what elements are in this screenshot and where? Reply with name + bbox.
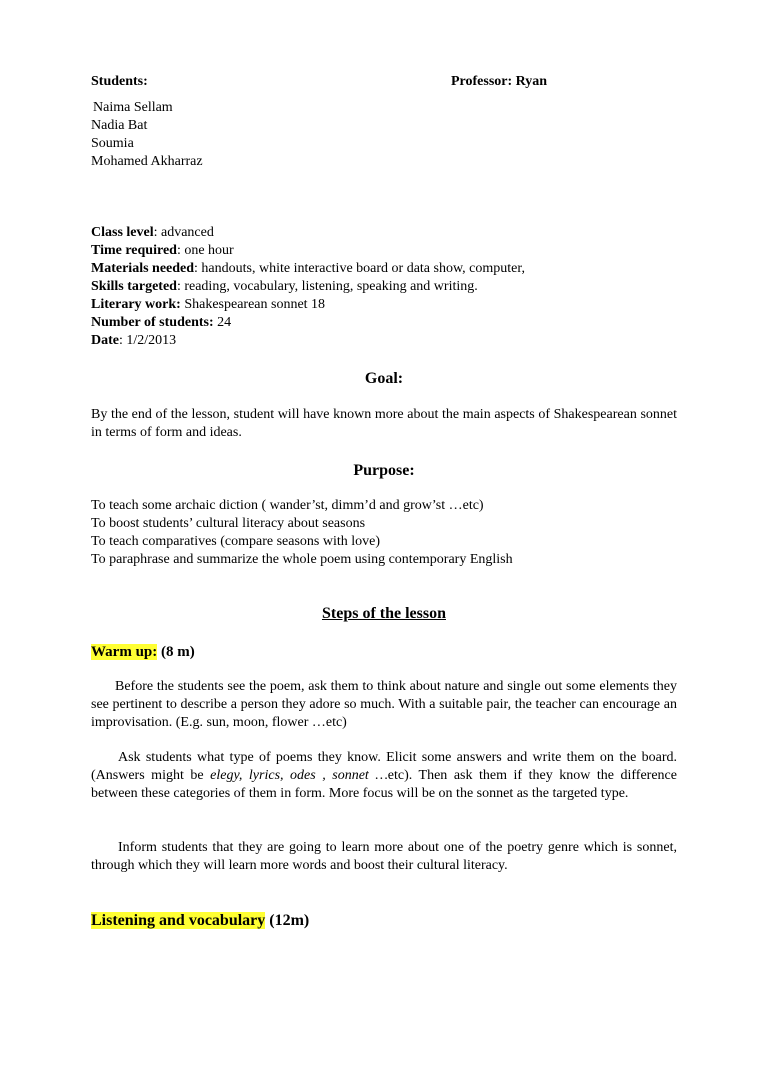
steps-heading: Steps of the lesson xyxy=(321,605,446,622)
detail-number-students: Number of students: 24 xyxy=(91,315,232,330)
detail-materials: Materials needed: handouts, white interactive board or data show, computer, xyxy=(91,261,525,276)
students-label: Students: xyxy=(91,74,148,89)
purpose-item: To teach comparatives (compare seasons with love) xyxy=(91,534,381,549)
listening-label: Listening and vocabulary xyxy=(91,912,266,929)
student-name: Nadia Bat xyxy=(91,118,148,133)
warmup-paragraph-3: Inform students that they are going to learn more about one of the poetry genre which is sonnet, through which they will learn more words and boost their cultural literacy. xyxy=(91,840,677,873)
warmup-heading xyxy=(91,643,195,661)
student-name: Mohamed Akharraz xyxy=(91,154,203,169)
purpose-list xyxy=(91,497,677,569)
detail-time-required: Time required: one hour xyxy=(91,243,234,258)
warmup-paragraph-2: Ask students what type of poems they know. Elicit some answers and write them on the board. (Answers might be elegy, lyrics, odes , sonnet …etc). Then ask them if they know the difference between these categories of them in form. More focus will be on the sonnet as the targeted type. xyxy=(91,750,677,801)
purpose-item: To boost students’ cultural literacy about seasons xyxy=(91,516,366,531)
purpose-item: To teach some archaic diction ( wander’st, dimm’d and grow’st …etc) xyxy=(91,498,484,513)
professor-label: Professor: Ryan xyxy=(451,74,548,89)
detail-literary-work: Literary work: Shakespearean sonnet 18 xyxy=(91,297,326,312)
warmup-duration: (8 m) xyxy=(157,644,195,660)
detail-date: Date: 1/2/2013 xyxy=(91,333,177,348)
listening-heading xyxy=(91,911,309,931)
student-list xyxy=(93,99,679,171)
student-name: Soumia xyxy=(91,136,134,151)
purpose-heading: Purpose: xyxy=(353,462,415,479)
detail-class-level: Class level: advanced xyxy=(91,225,214,240)
student-name: Naima Sellam xyxy=(93,100,173,115)
goal-text: By the end of the lesson, student will have known more about the main aspects of Shakespearean sonnet in terms of form and ideas. xyxy=(91,407,677,440)
goal-heading: Goal: xyxy=(364,370,404,387)
lesson-details xyxy=(91,224,677,350)
detail-skills: Skills targeted: reading, vocabulary, listening, speaking and writing. xyxy=(91,279,478,294)
warmup-paragraph-1: Before the students see the poem, ask them to think about nature and single out some elements they see pertinent to describe a person they adore so much. With a suitable pair, the teacher can encourage an improvisation. (E.g. sun, moon, flower …etc) xyxy=(91,679,677,730)
warmup-label: Warm up: xyxy=(91,644,158,660)
purpose-item: To paraphrase and summarize the whole poem using contemporary English xyxy=(91,552,513,567)
listening-duration: (12m) xyxy=(265,912,310,929)
